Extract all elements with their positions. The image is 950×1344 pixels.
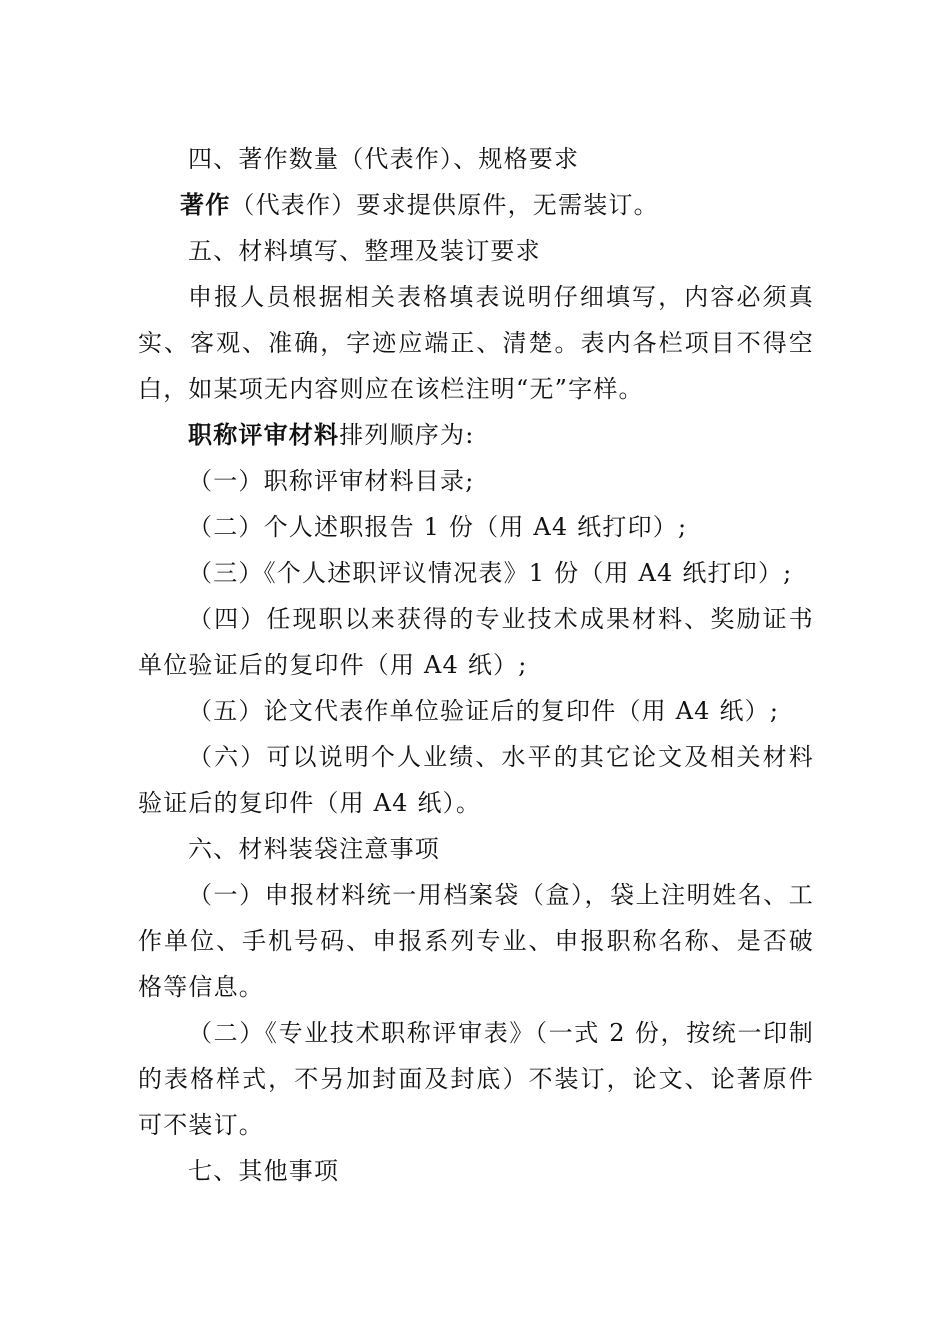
- section-heading-4: 四、著作数量（代表作）、规格要求: [188, 145, 580, 173]
- works-bold-term: 著作: [180, 191, 231, 219]
- bag-item-2: （二）《专业技术职称评审表》（一式 2 份，按统一印制的表格样式，不另加封面及封底）不装订，论文、论著原件可不装订。: [138, 1019, 814, 1139]
- works-requirement-paragraph: [138, 182, 814, 228]
- order-item-3: （三）《个人述职评议情况表》1 份（用 A4 纸打印）;: [188, 559, 793, 587]
- works-requirement-text: （代表作）要求提供原件，无需装订。: [230, 191, 659, 219]
- section-heading-5: 五、材料填写、整理及装订要求: [188, 237, 541, 265]
- document-body: [138, 136, 814, 1194]
- bag-item-1: （一）申报材料统一用档案袋（盒），袋上注明姓名、工作单位、手机号码、申报系列专业、申报职称名称、是否破格等信息。: [138, 881, 814, 1001]
- order-item-6: （六）可以说明个人业绩、水平的其它论文及相关材料验证后的复印件（用 A4 纸）。: [138, 743, 814, 817]
- order-bold-term: 职称评审材料: [188, 421, 340, 449]
- section-heading-7: 七、其他事项: [188, 1157, 340, 1185]
- order-item-2: （二）个人述职报告 1 份（用 A4 纸打印）;: [188, 513, 688, 541]
- order-item-1: （一）职称评审材料目录;: [188, 467, 475, 495]
- order-item-4: （四）任现职以来获得的专业技术成果材料、奖励证书单位验证后的复印件（用 A4 纸）;: [138, 605, 814, 679]
- order-intro-paragraph: [138, 412, 814, 458]
- order-item-5: （五）论文代表作单位验证后的复印件（用 A4 纸）;: [188, 697, 780, 725]
- fill-instructions-paragraph: 申报人员根据相关表格填表说明仔细填写，内容必须真实、客观、准确，字迹应端正、清楚。表内各栏项目不得空白，如某项无内容则应在该栏注明“无”字样。: [138, 283, 814, 403]
- order-intro-text: 排列顺序为:: [339, 421, 475, 449]
- section-heading-6: 六、材料装袋注意事项: [188, 835, 440, 863]
